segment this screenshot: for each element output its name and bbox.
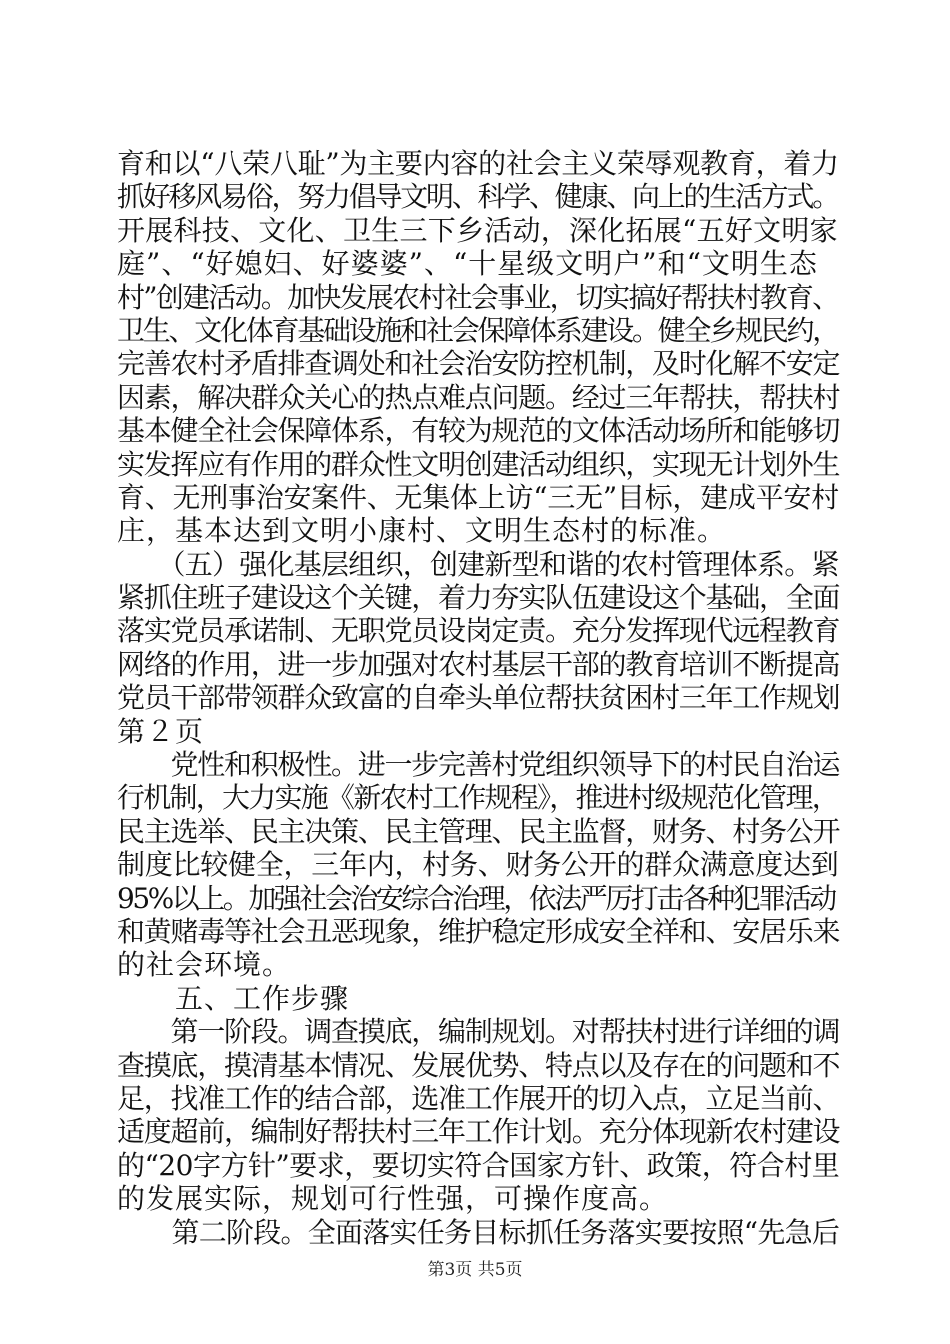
body-text: [117, 147, 840, 1249]
text-line: 民主选举、民主决策、民主管理、民主监督，财务、村务公开: [117, 814, 840, 848]
text-line: 开展科技、文化、卫生三下乡活动，深化拓展“五好文明家: [117, 213, 838, 247]
text-line: 制度比较健全，三年内，村务、财务公开的群众满意度达到: [117, 848, 839, 882]
text-line: 适度超前，编制好帮扶村三年工作计划。充分体现新农村建设: [117, 1115, 840, 1149]
text-line: 的社会环境。: [117, 948, 292, 982]
section-heading: 五、工作步骤: [117, 981, 350, 1015]
text-line: 第二阶段。全面落实任务目标抓任务落实要按照“先急后: [117, 1215, 840, 1249]
text-line: 落实党员承诺制、无职党员设岗定责。充分发挥现代远程教育: [117, 614, 840, 648]
text-line: 育、无刑事治安案件、无集体上访“三无”目标，建成平安村: [117, 480, 839, 514]
text-line: 育和以“八荣八耻”为主要内容的社会主义荣辱观教育，着力: [117, 147, 839, 180]
text-line: 足，找准工作的结合部，选准工作展开的切入点，立足当前、: [117, 1081, 840, 1115]
text-line: 抓好移风易俗，努力倡导文明、科学、健康、向上的生活方式。: [117, 180, 839, 214]
text-line: 党性和积极性。进一步完善村党组织领导下的村民自治运: [117, 748, 840, 782]
text-line: 党员干部带领群众致富的自牵头单位帮扶贫困村三年工作规划: [117, 681, 840, 715]
text-line: 实发挥应有作用的群众性文明创建活动组织，实现无计划外生: [117, 447, 840, 481]
text-line: 95%以上。加强社会治安综合治理，依法严厉打击各种犯罪活动: [117, 881, 835, 915]
text-line: 庭”、“好媳妇、好婆婆”、“十星级文明户”和“文明生态: [117, 247, 818, 281]
text-line: 查摸底，摸清基本情况、发展优势、特点以及存在的问题和不: [117, 1048, 840, 1082]
text-line: 的发展实际，规划可行性强，可操作度高。: [117, 1182, 669, 1216]
text-line: （五）强化基层组织，创建新型和谐的农村管理体系。紧: [117, 547, 839, 581]
text-line: 村”创建活动。加快发展农村社会事业，切实搞好帮扶村教育、: [117, 280, 839, 314]
text-line: 紧抓住班子建设这个关键，着力夯实队伍建设这个基础，全面: [117, 581, 840, 615]
text-line: 卫生、文化体育基础设施和社会保障体系建设。健全乡规民约，: [117, 313, 839, 347]
text-line: 因素，解决群众关心的热点难点问题。经过三年帮扶，帮扶村: [117, 380, 840, 414]
text-line: 基本健全社会保障体系，有较为规范的文体活动场所和能够切: [117, 414, 840, 448]
text-line: 行机制，大力实施《新农村工作规程》，推进村级规范化管理，: [117, 781, 839, 815]
text-line: 和黄赌毒等社会丑恶现象，维护稳定形成安全祥和、安居乐来: [117, 914, 840, 948]
text-line: 完善农村矛盾排查调处和社会治安防控机制，及时化解不安定: [117, 347, 840, 381]
text-line: 的“20字方针”要求，要切实符合国家方针、政策，符合村里: [117, 1148, 840, 1182]
text-line: 庄，基本达到文明小康村、文明生态村的标准。: [117, 514, 727, 548]
text-line: 第２页: [117, 714, 205, 748]
text-line: 网络的作用，进一步加强对农村基层干部的教育培训不断提高: [117, 647, 840, 681]
page-footer: 第3页 共5页: [427, 1260, 523, 1280]
text-line: 第一阶段。调查摸底，编制规划。对帮扶村进行详细的调: [117, 1015, 840, 1049]
